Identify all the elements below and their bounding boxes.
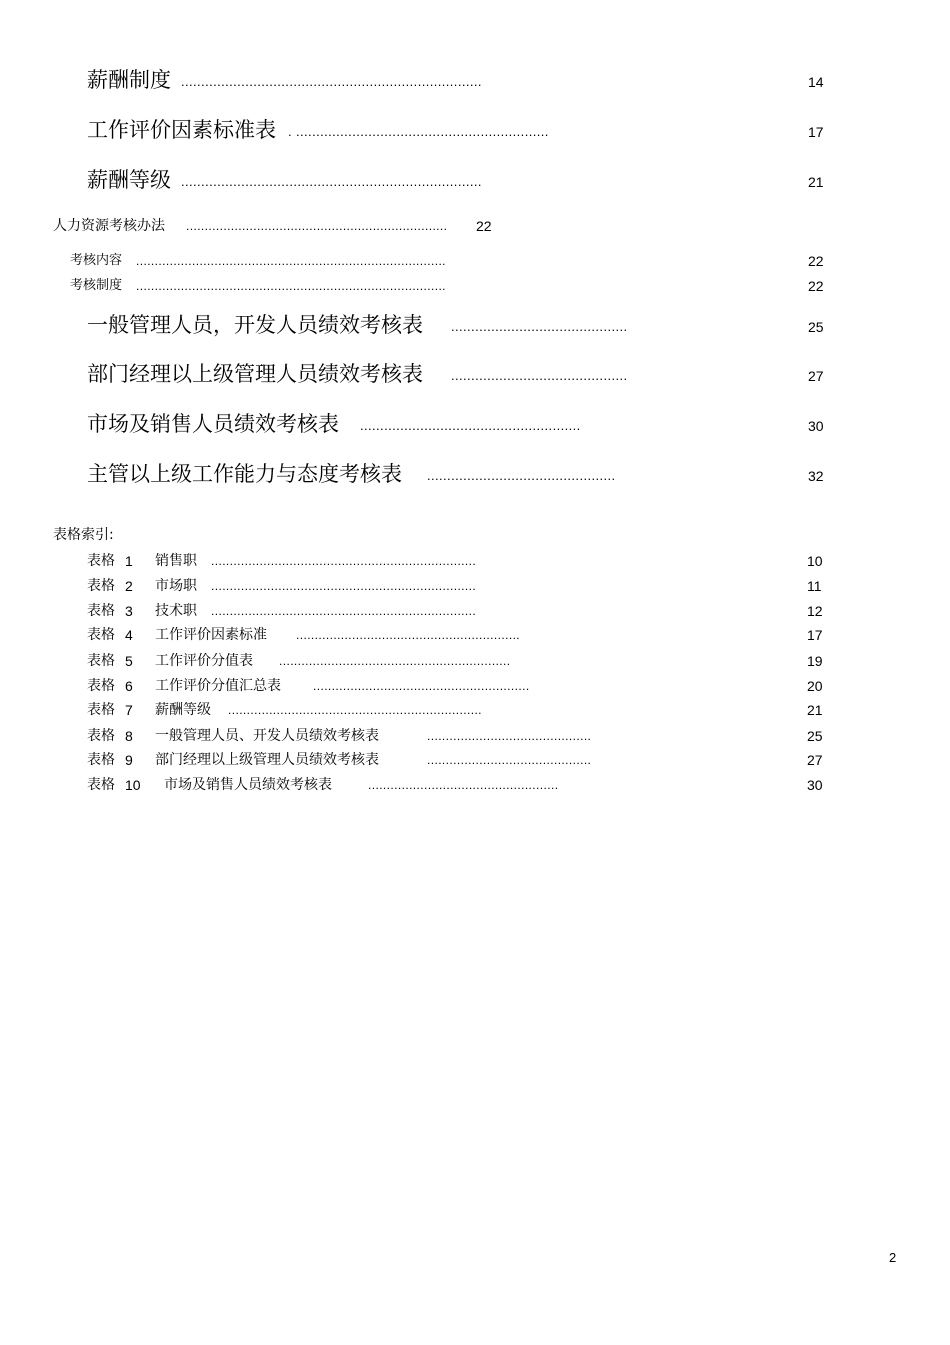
table-index-title: 工作评价因素标准: [155, 627, 267, 643]
toc-entry[interactable]: [0, 310, 950, 340]
table-index-page: 11: [807, 578, 822, 594]
table-index-leader-dots: ............................................: [427, 729, 592, 743]
toc-leader-dots: ...................................................................................: [136, 254, 446, 268]
table-index-page: 20: [807, 678, 823, 694]
toc-page-number: 17: [808, 124, 824, 140]
table-index-heading: 表格索引:: [53, 527, 114, 543]
table-index-item[interactable]: [0, 551, 950, 571]
toc-leader-dots: ............................................: [451, 319, 628, 334]
table-index-title: 薪酬等级: [155, 702, 211, 718]
toc-page-number: 22: [808, 253, 824, 269]
toc-page-number: 25: [808, 319, 824, 335]
table-index-leader-dots: ...................................................: [368, 778, 559, 792]
table-index-item[interactable]: [0, 726, 950, 746]
table-index-page: 12: [807, 603, 823, 619]
toc-entry-title: 人力资源考核办法: [53, 218, 165, 234]
toc-page-number: 27: [808, 368, 824, 384]
toc-leader-dots: .......................................................: [360, 418, 581, 433]
table-index-title: 销售职: [155, 553, 197, 569]
table-index-page: 25: [807, 728, 823, 744]
table-index-page: 10: [807, 553, 823, 569]
toc-page-number: 32: [808, 468, 824, 484]
table-index-number: 3: [125, 603, 133, 619]
toc-leader-dots: ...............................................: [427, 468, 616, 483]
table-index-prefix: 表格: [87, 603, 115, 619]
table-index-title: 市场职: [155, 578, 197, 594]
toc-leader-dots: ...........................................................................: [181, 74, 482, 89]
toc-page-number: 21: [808, 174, 824, 190]
table-index-page: 21: [807, 702, 823, 718]
table-index-number: 7: [125, 702, 133, 718]
toc-entry[interactable]: [0, 215, 950, 245]
toc-page-number: 14: [808, 74, 824, 90]
toc-entry-title: 考核制度: [70, 278, 123, 293]
table-index-item[interactable]: [0, 625, 950, 645]
table-index-number: 10: [125, 777, 141, 793]
table-index-leader-dots: ............................................................: [296, 628, 521, 642]
table-index-prefix: 表格: [87, 777, 115, 793]
table-index-item[interactable]: [0, 750, 950, 770]
table-index-prefix: 表格: [87, 627, 115, 643]
toc-entry[interactable]: [0, 359, 950, 389]
table-index-leader-dots: .......................................................................: [211, 604, 477, 618]
toc-leader-dots: ......................................................................: [186, 219, 448, 233]
toc-entry[interactable]: [0, 165, 950, 195]
table-index-prefix: 表格: [87, 728, 115, 744]
toc-leader-dots: ...................................................................................: [136, 279, 446, 293]
table-index-page: 17: [807, 627, 823, 643]
table-index-item[interactable]: [0, 700, 950, 720]
toc-page-number: 22: [476, 218, 492, 234]
table-index-page: 19: [807, 653, 823, 669]
table-index-page: 30: [807, 777, 823, 793]
toc-entry-title: 考核内容: [70, 253, 123, 268]
toc-entry-title: 部门经理以上级管理人员绩效考核表: [87, 362, 423, 386]
table-index-number: 1: [125, 553, 133, 569]
table-index-item[interactable]: [0, 601, 950, 621]
table-index-number: 9: [125, 752, 133, 768]
table-index-item[interactable]: [0, 651, 950, 671]
table-index-leader-dots: ............................................: [427, 753, 592, 767]
table-index-title: 市场及销售人员绩效考核表: [164, 777, 332, 793]
toc-entry[interactable]: [0, 459, 950, 489]
page-number: 2: [889, 1250, 897, 1265]
table-index-prefix: 表格: [87, 578, 115, 594]
table-index-item[interactable]: [0, 676, 950, 696]
toc-entry-title: 工作评价因素标准表: [87, 118, 276, 142]
table-index-leader-dots: .......................................................................: [211, 579, 477, 593]
toc-entry[interactable]: [0, 115, 950, 145]
toc-leader-dots: . ...............................................................: [288, 124, 549, 139]
toc-entry[interactable]: [0, 276, 950, 306]
table-index-number: 6: [125, 678, 133, 694]
table-index-title: 一般管理人员、开发人员绩效考核表: [155, 728, 379, 744]
table-index-title: 部门经理以上级管理人员绩效考核表: [155, 752, 379, 768]
toc-page-number: 22: [808, 278, 824, 294]
toc-entry-title: 薪酬等级: [87, 168, 171, 192]
table-index-leader-dots: .......................................................................: [211, 554, 477, 568]
toc-entry-title: 主管以上级工作能力与态度考核表: [87, 462, 402, 486]
table-index-leader-dots: ..........................................................: [313, 679, 530, 693]
table-index-leader-dots: ....................................................................: [228, 703, 482, 717]
toc-entry-title: 市场及销售人员绩效考核表: [87, 412, 339, 436]
table-index-item[interactable]: [0, 576, 950, 596]
table-index-prefix: 表格: [87, 653, 115, 669]
table-index-title: 工作评价分值汇总表: [155, 678, 281, 694]
table-index-item[interactable]: [0, 775, 950, 795]
table-index-number: 5: [125, 653, 133, 669]
table-index-number: 8: [125, 728, 133, 744]
toc-page-number: 30: [808, 418, 824, 434]
table-index-number: 4: [125, 627, 133, 643]
toc-leader-dots: ...........................................................................: [181, 174, 482, 189]
table-index-prefix: 表格: [87, 752, 115, 768]
table-index-title: 技术职: [155, 603, 197, 619]
table-index-leader-dots: ..............................................................: [279, 654, 511, 668]
toc-entry-title: 薪酬制度: [87, 68, 171, 92]
toc-leader-dots: ............................................: [451, 368, 628, 383]
table-index-title: 工作评价分值表: [155, 653, 253, 669]
table-index-number: 2: [125, 578, 133, 594]
toc-entry[interactable]: [0, 65, 950, 95]
toc-entry[interactable]: [0, 409, 950, 439]
table-index-prefix: 表格: [87, 702, 115, 718]
toc-entry-title: 一般管理人员，开发人员绩效考核表: [87, 313, 423, 337]
table-index-prefix: 表格: [87, 678, 115, 694]
table-index-prefix: 表格: [87, 553, 115, 569]
table-index-page: 27: [807, 752, 823, 768]
